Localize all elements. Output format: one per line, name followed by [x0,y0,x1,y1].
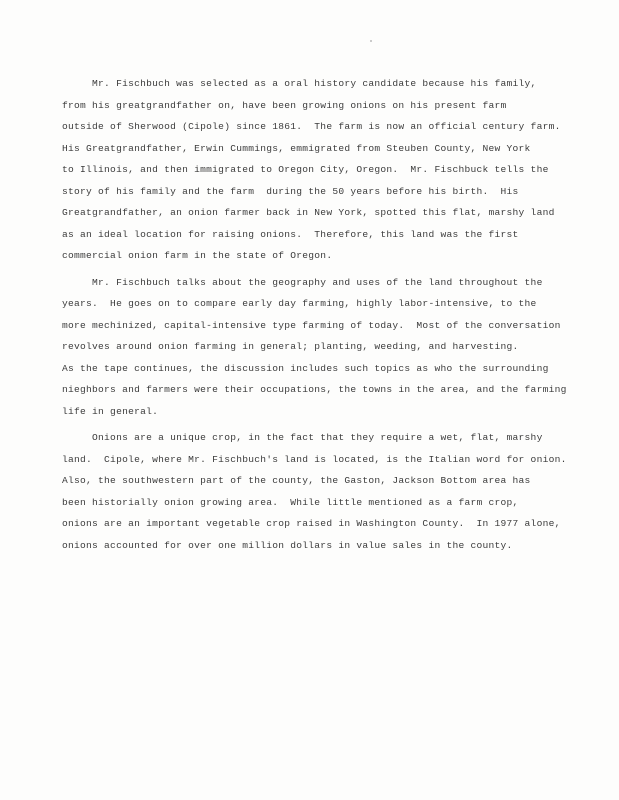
paragraph-3 [62,427,567,556]
text-line: from his greatgrandfather on, have been growing onions on his present farm [62,99,507,111]
text-line: been historially onion growing area. While little mentioned as a farm crop, [62,496,519,508]
text-line: onions accounted for over one million dollars in value sales in the county. [62,539,513,551]
text-line: Also, the southwestern part of the county, the Gaston, Jackson Bottom area has [62,475,531,486]
text-line: as an ideal location for raising onions. Therefore, this land was the first [62,228,519,240]
text-line: story of his family and the farm during the 50 years before his birth. His [62,185,519,197]
paper-speck [370,40,372,42]
typed-text-body [62,73,567,556]
text-line: more mechinized, capital-intensive type farming of today. Most of the conversation [62,319,561,331]
text-line: revolves around onion farming in general; planting, weeding, and harvesting. [62,341,519,352]
text-line: Mr. Fischbuch talks about the geography and uses of the land throughout the [62,276,543,288]
text-line: to Illinois, and then immigrated to Oregon City, Oregon. Mr. Fischbuck tells the [62,164,549,175]
text-line: As the tape continues, the discussion includes such topics as who the surrounding [62,362,549,374]
text-line: nieghbors and farmers were their occupations, the towns in the area, and the farming [62,384,567,395]
text-line: years. He goes on to compare early day farming, highly labor-intensive, to the [62,298,537,309]
text-line: Onions are a unique crop, in the fact that they require a wet, flat, marshy [62,432,543,443]
text-line: His Greatgrandfather, Erwin Cummings, emmigrated from Steuben County, New York [62,142,531,154]
text-line: outside of Sherwood (Cipole) since 1861. The farm is now an official century farm. [62,121,561,132]
paragraph-2 [62,272,567,423]
text-line: land. Cipole, where Mr. Fischbuch's land is located, is the Italian word for onion. [62,453,567,465]
text-line: commercial onion farm in the state of Oregon. [62,250,333,261]
text-line: Greatgrandfather, an onion farmer back in New York, spotted this flat, marshy land [62,207,555,218]
text-line: onions are an important vegetable crop raised in Washington County. In 1977 alone, [62,518,561,529]
text-line: Mr. Fischbuch was selected as a oral history candidate because his family, [62,78,537,89]
paragraph-1 [62,73,562,267]
text-line: life in general. [62,405,159,417]
